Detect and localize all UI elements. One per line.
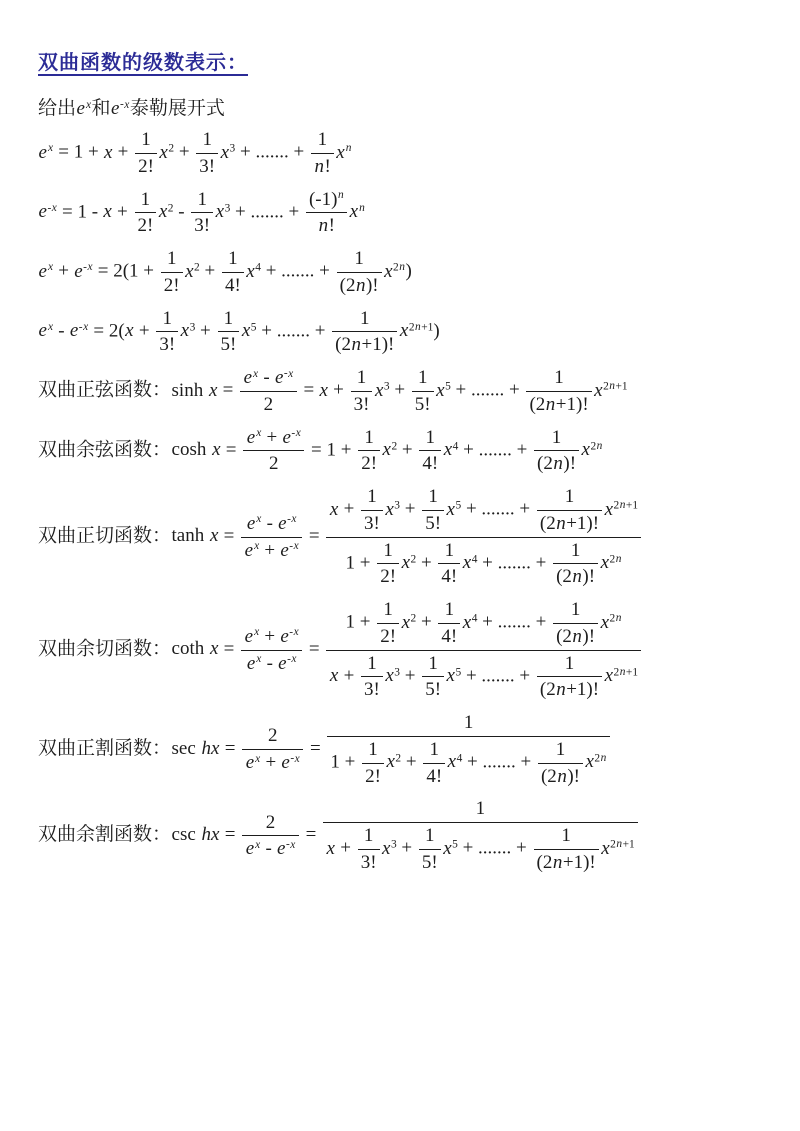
formula-tanh-series: 双曲正切函数：tanh x = $\frac{e^x - e^{-x}}{e^x + e^{-x}}$ = x + $\frac{1}{3!}$ $x^3$ + $\frac{1}{5!}$ $x^5$ + ....... + $\frac{1}{(2n+1)!}$ $x^{2n+1}$ 1 + $\frac{1}{2!}$ $x^2$ + $\frac{1}{4!}$ $x^4$ + ....... + $\frac{1}{(2n)!}$ $x^{2n}$ xyxy=(38,485,776,589)
formula-coth-series: 双曲余切函数：coth x = $\frac{e^x + e^{-x}}{e^x - e^{-x}}$ = 1 + $\frac{1}{2!}$ $x^2$ + $\frac{1}{4!}$ $x^4$ + ....... + $\frac{1}{(2n)!}$ $x^{2n}$ x + $\frac{1}{3!}$ $x^3$ + $\frac{1}{5!}$ $x^5$ + ....... + $\frac{1}{(2n+1)!}$ $x^{2n+1}$ xyxy=(38,598,776,702)
page-title: 双曲函数的级数表示： xyxy=(38,52,248,74)
formula-cosh-series: 双曲余弦函数：cosh x = $\frac{e^x + e^{-x}}{2}$ = 1 + $\frac{1}{2!}$ $x^2$ + $\frac{1}{4!}$ $x^4$ + ....... + $\frac{1}{(2n)!}$ $x^{2n}$ xyxy=(38,426,603,475)
intro-line: 给出$e^x$和$e^{-x}$泰勒展开式 xyxy=(38,98,225,119)
formula-exp-difference: $e^x - e^{-x} = 2(x$ + $\frac{1}{3!}$ $x^3$ + $\frac{1}{5!}$ $x^5$ + ....... + $\frac{1}{(2n+1)!}$ $x^{2n+1}$) xyxy=(38,307,440,356)
formula-sech-series: 双曲正割函数：sec hx = $\frac{2}{e^x + e^{-x}}$ = 1 1 + $\frac{1}{2!}$ $x^2$ + $\frac{1}{4!}$ $x^4$ + ....... + $\frac{1}{(2n)!}$ $x^{2n}$ xyxy=(38,711,776,788)
formula-list xyxy=(38,128,776,875)
formula-taylor-exp-x: $e^x = 1 + x$ + $\frac{1}{2!}$ $x^2$ + $\frac{1}{3!}$ $x^3$ + ....... + $\frac{1}{n!}$ $x^n$ xyxy=(38,129,352,177)
formula-csch-series: 双曲余割函数：csc hx = $\frac{2}{e^x - e^{-x}}$ = 1 x + $\frac{1}{3!}$ $x^3$ + $\frac{1}{5!}$ $x^5$ + ....... + $\frac{1}{(2n+1)!}$ $x^{2n+1}$ xyxy=(38,797,776,874)
formula-taylor-exp-neg-x: $e^{-x} = 1 - x$ + $\frac{1}{2!}$ $x^2$ - $\frac{1}{3!}$ $x^3$ + ....... + $\frac{(-1)^n}{n!}$ $x^n$ xyxy=(38,188,365,237)
formula-sinh-series: 双曲正弦函数：sinh x = $\frac{e^x - e^{-x}}{2}$ = x + $\frac{1}{3!}$ $x^3$ + $\frac{1}{5!}$ $x^5$ + ....... + $\frac{1}{(2n+1)!}$ $x^{2n+1}$ xyxy=(38,367,628,415)
formula-exp-sum: $e^x + e^{-x} = 2(1$ + $\frac{1}{2!}$ $x^2$ + $\frac{1}{4!}$ $x^4$ + ....... + $\frac{1}{(2n)!}$ $x^{2n}$) xyxy=(38,248,412,296)
